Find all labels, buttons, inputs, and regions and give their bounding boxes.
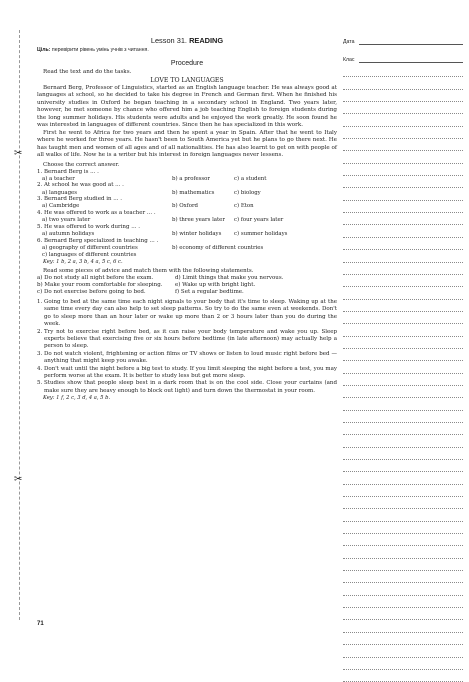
paragraph: First he went to Africa for two years and then he spent a year in Spain. After that he went to Italy where he worked for three years. He hasn't been to South America yet but he plans to go there next. He has taught men and women of all ages and of all nationalities. He has also learnt to get on with people of all walks of life. Now he is a writer but his interest in foreign languages never lessens. bbox=[37, 129, 337, 158]
answer-key: Key: 1 f, 2 c, 3 d, 4 a, 5 b. bbox=[43, 395, 111, 402]
worksheet-main bbox=[37, 36, 337, 402]
ruled-lines bbox=[343, 65, 463, 682]
ruled-line bbox=[343, 658, 463, 670]
cut-line bbox=[19, 30, 20, 620]
ruled-line bbox=[343, 90, 463, 102]
ruled-line bbox=[343, 546, 463, 558]
ruled-line bbox=[343, 472, 463, 484]
advice-item: 1. Going to bed at the same time each night signals to your body that it's time to sleep. Waking up at the same time every day can also help to set sleep patterns. So try to do the same even at weekends. Don't go to sleep more than an hour later or wake up more than 2 or 3 hours later than you do during the week. bbox=[37, 298, 337, 328]
ruled-line bbox=[343, 164, 463, 176]
ruled-line bbox=[343, 448, 463, 460]
ruled-line bbox=[343, 374, 463, 386]
ruled-line bbox=[343, 460, 463, 472]
ruled-line bbox=[343, 300, 463, 312]
ruled-line bbox=[343, 139, 463, 151]
text-title: LOVE TO LANGUAGES bbox=[150, 76, 224, 84]
task2-instruction: Read some pieces of advice and match them with the following statements. bbox=[43, 267, 254, 274]
question: 1. Bernard Berg is ... . a) a teacher b) a professor c) a student bbox=[37, 168, 267, 182]
ruled-line bbox=[343, 620, 463, 632]
statements-grid: a) Do not study all night before the exam. d) Limit things that make you nervous. b) Make your room comfortable for sleeping. e) Wake up with bright light. c) Do not exercise before going to bed. f) Set a regular bedtime. bbox=[37, 274, 284, 295]
advice-item: 5. Studies show that people sleep best in a dark room that is on the cool side. Close your curtains (and make sure they are heavy enough to block out light) and turn down the thermostat in your room. bbox=[37, 380, 337, 394]
ruled-line bbox=[343, 522, 463, 534]
question: 2. At school he was good at ... . a) languages b) mathematics c) biology bbox=[37, 182, 261, 196]
ruled-line bbox=[343, 201, 463, 213]
ruled-line bbox=[343, 151, 463, 163]
ruled-line bbox=[343, 225, 463, 237]
ruled-line bbox=[343, 645, 463, 657]
ruled-line bbox=[343, 312, 463, 324]
ruled-line bbox=[343, 188, 463, 200]
question: 5. He was offered to work during ... . a) autumn holidays b) winter holidays c) summer holidays bbox=[37, 224, 288, 238]
ruled-line bbox=[343, 509, 463, 521]
ruled-line bbox=[343, 77, 463, 89]
ruled-line bbox=[343, 583, 463, 595]
advice-item: 2. Try not to exercise right before bed, as it can raise your body temperature and wake you up. Sleep experts believe that exercising five or six hours before bedtime (in late afternoon) may actually help a person to sleep. bbox=[37, 328, 337, 350]
ruled-line bbox=[343, 102, 463, 114]
date-field[interactable]: Дата bbox=[343, 36, 463, 45]
ruled-line bbox=[343, 275, 463, 287]
ruled-line bbox=[343, 349, 463, 361]
ruled-line bbox=[343, 337, 463, 349]
lesson-title: Lesson 31. READING bbox=[150, 36, 224, 45]
paragraph: Bernard Berg, Professor of Linguistics, started as an English language teacher. He was always good at languages at school, so he decided to take his degree in French and German first. When he finished his university studies in Oxford he began teaching in a secondary school in England. Two years later, however, he met someone by chance who offered him a job teaching English to foreign students during the long summer holidays. His students were adults and he enjoyed the work greatly. He soon found he was interested in languages of different countries. Since then he has specialized in this work. bbox=[37, 84, 337, 128]
ruled-line bbox=[343, 238, 463, 250]
ruled-line bbox=[343, 596, 463, 608]
ruled-line bbox=[343, 398, 463, 410]
ruled-line bbox=[343, 670, 463, 682]
ruled-line bbox=[343, 213, 463, 225]
answer-key: Key: 1 b, 2 a, 3 b, 4 a, 5 c, 6 c. bbox=[43, 258, 123, 265]
question: 3. Bernard Berg studied in ... . a) Cambridge b) Oxford c) Eton bbox=[37, 196, 254, 210]
advice-item: 4. Don't wait until the night before a big test to study. If you limit sleeping the night before a test, you may perform worse at the exam. It is better to study less but get more sleep. bbox=[37, 365, 337, 379]
ruled-line bbox=[343, 361, 463, 373]
lesson-aim: Ціль: перевірити рівень умінь учнів з читання. bbox=[37, 47, 149, 53]
ruled-line bbox=[343, 263, 463, 275]
ruled-line bbox=[343, 485, 463, 497]
ruled-line bbox=[343, 176, 463, 188]
ruled-line bbox=[343, 571, 463, 583]
ruled-line bbox=[343, 559, 463, 571]
scissors-icon: ✂ bbox=[14, 474, 23, 485]
ruled-line bbox=[343, 250, 463, 262]
ruled-line bbox=[343, 435, 463, 447]
question: 6. Bernard Berg specialized in teaching ... . a) geography of different countries b) economy of different countries c) languages of different countries bbox=[37, 238, 264, 258]
ruled-line bbox=[343, 633, 463, 645]
question: 4. He was offered to work as a teacher ... . a) two years later b) three years later c) four years later bbox=[37, 210, 284, 224]
advice-item: 3. Do not watch violent, frightening or action films or TV shows or listen to loud music right before bed — anything that might keep you awake. bbox=[37, 350, 337, 365]
ruled-line bbox=[343, 65, 463, 77]
ruled-line bbox=[343, 411, 463, 423]
ruled-line bbox=[343, 127, 463, 139]
ruled-line bbox=[343, 114, 463, 126]
ruled-line bbox=[343, 423, 463, 435]
ruled-line bbox=[343, 608, 463, 620]
ruled-line bbox=[343, 534, 463, 546]
procedure-heading: Procedure bbox=[170, 60, 204, 67]
scissors-icon: ✂ bbox=[14, 148, 23, 159]
notes-column bbox=[343, 36, 463, 682]
ruled-line bbox=[343, 287, 463, 299]
class-field[interactable]: Клас bbox=[343, 54, 463, 63]
ruled-line bbox=[343, 497, 463, 509]
ruled-line bbox=[343, 386, 463, 398]
page-number: 71 bbox=[37, 621, 44, 627]
ruled-line bbox=[343, 324, 463, 336]
instruction: Read the text and do the tasks. bbox=[43, 69, 132, 75]
task1-instruction: Choose the correct answer. bbox=[43, 161, 120, 168]
